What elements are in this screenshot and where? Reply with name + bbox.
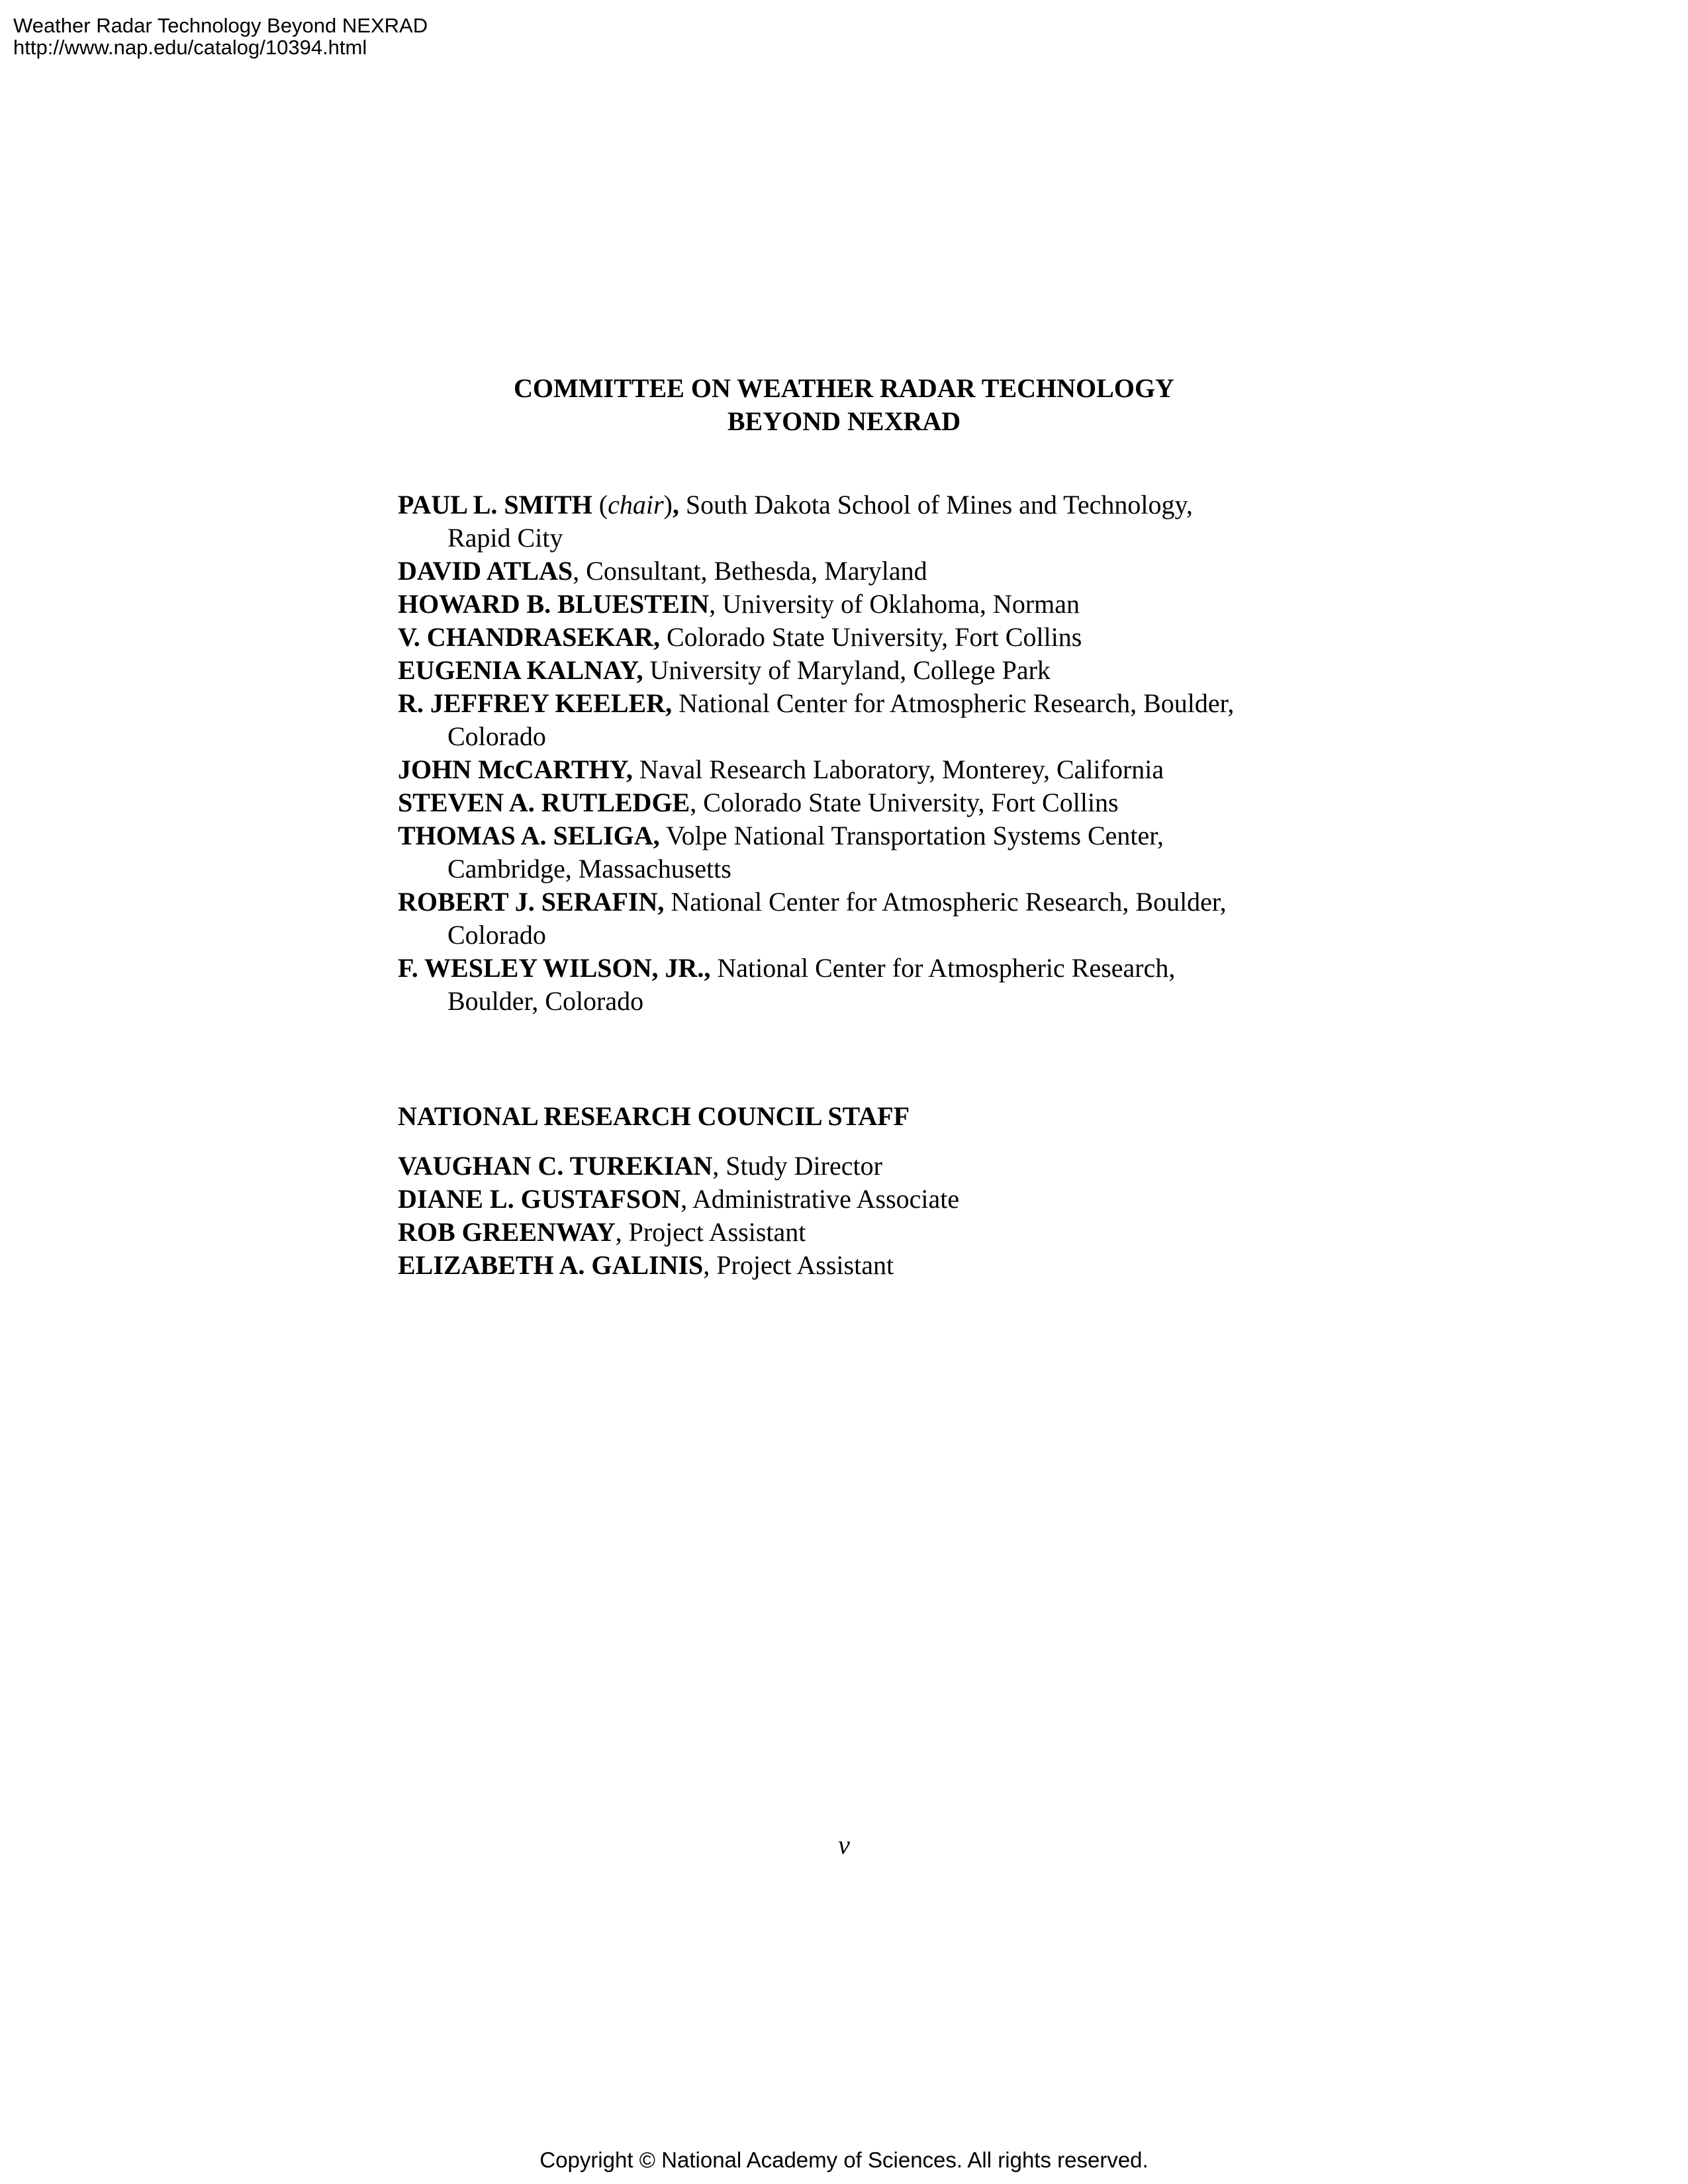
member-entry: STEVEN A. RUTLEDGE, Colorado State University, Fort Collins <box>398 788 1119 817</box>
staff-list <box>398 1150 959 1282</box>
member-affiliation: Colorado State University, Fort Collins <box>666 622 1082 652</box>
committee-title-line-2: BEYOND NEXRAD <box>727 406 961 436</box>
copyright-footer: Copyright © National Academy of Sciences. All rights reserved. <box>539 2148 1149 2172</box>
member-name: THOMAS A. SELIGA, <box>398 821 660 850</box>
member-affiliation: National Center for Atmospheric Research, Boulder, <box>679 688 1235 718</box>
member-name: HOWARD B. BLUESTEIN <box>398 589 710 619</box>
member-entry <box>398 952 1325 1018</box>
member-name: STEVEN A. RUTLEDGE <box>398 788 690 817</box>
member-entry: PAUL L. SMITH (chair), South Dakota School of Mines and Technology, Rapid City <box>398 488 1325 555</box>
committee-title <box>0 372 1688 438</box>
member-entry <box>398 687 1325 753</box>
member-name: JOHN McCARTHY, <box>398 754 633 784</box>
staff-name: ROB GREENWAY <box>398 1217 616 1247</box>
member-affiliation: National Center for Atmospheric Research, Boulder, <box>671 887 1227 917</box>
member-name: ROBERT J. SERAFIN, <box>398 887 665 917</box>
member-entry <box>398 819 1325 886</box>
staff-role: Project Assistant <box>716 1250 894 1280</box>
staff-role: Study Director <box>726 1151 882 1181</box>
member-affiliation: Volpe National Transportation Systems Center, <box>665 821 1164 850</box>
member-entry <box>398 654 1325 687</box>
member-name: F. WESLEY WILSON, JR., <box>398 953 711 983</box>
member-affiliation: University of Maryland, College Park <box>649 655 1051 685</box>
document-url: http://www.nap.edu/catalog/10394.html <box>13 36 367 59</box>
committee-title-line-1: COMMITTEE ON WEATHER RADAR TECHNOLOGY <box>514 373 1174 403</box>
member-name: PAUL L. SMITH <box>398 490 592 520</box>
staff-entry: ELIZABETH A. GALINIS, Project Assistant <box>398 1250 894 1280</box>
page-number: v <box>838 1830 850 1860</box>
member-affiliation-continued: Rapid City <box>447 523 563 553</box>
document-header <box>13 15 428 58</box>
member-affiliation-continued: Cambridge, Massachusetts <box>447 854 731 884</box>
member-name: V. CHANDRASEKAR, <box>398 622 660 652</box>
member-affiliation-continued: Boulder, Colorado <box>447 986 644 1016</box>
member-entry <box>398 886 1325 952</box>
staff-name: DIANE L. GUSTAFSON <box>398 1184 681 1214</box>
member-affiliation-continued: Colorado <box>447 721 546 751</box>
member-entry: DAVID ATLAS, Consultant, Bethesda, Maryland <box>398 556 927 586</box>
member-affiliation: Naval Research Laboratory, Monterey, California <box>639 754 1164 784</box>
member-role: chair <box>608 490 664 520</box>
staff-role: Administrative Associate <box>692 1184 960 1214</box>
member-affiliation: South Dakota School of Mines and Technology, <box>685 490 1193 520</box>
staff-name: VAUGHAN C. TUREKIAN <box>398 1151 713 1181</box>
staff-entry: ROB GREENWAY, Project Assistant <box>398 1217 806 1247</box>
member-name: R. JEFFREY KEELER, <box>398 688 673 718</box>
document-title: Weather Radar Technology Beyond NEXRAD <box>13 14 428 37</box>
member-name: DAVID ATLAS <box>398 556 573 586</box>
staff-role: Project Assistant <box>628 1217 806 1247</box>
staff-entry: DIANE L. GUSTAFSON, Administrative Associate <box>398 1184 960 1214</box>
staff-name: ELIZABETH A. GALINIS <box>398 1250 704 1280</box>
staff-heading: NATIONAL RESEARCH COUNCIL STAFF <box>398 1101 910 1131</box>
staff-entry: VAUGHAN C. TUREKIAN, Study Director <box>398 1151 882 1181</box>
member-affiliation: Colorado State University, Fort Collins <box>703 788 1119 817</box>
committee-member-list <box>398 488 1325 1018</box>
member-affiliation-continued: Colorado <box>447 920 546 950</box>
member-affiliation: National Center for Atmospheric Research, <box>717 953 1176 983</box>
member-affiliation: University of Oklahoma, Norman <box>722 589 1080 619</box>
member-name: EUGENIA KALNAY, <box>398 655 643 685</box>
member-affiliation: Consultant, Bethesda, Maryland <box>586 556 927 586</box>
member-entry <box>398 621 1325 654</box>
member-entry <box>398 753 1325 786</box>
member-entry: HOWARD B. BLUESTEIN, University of Oklahoma, Norman <box>398 589 1080 619</box>
